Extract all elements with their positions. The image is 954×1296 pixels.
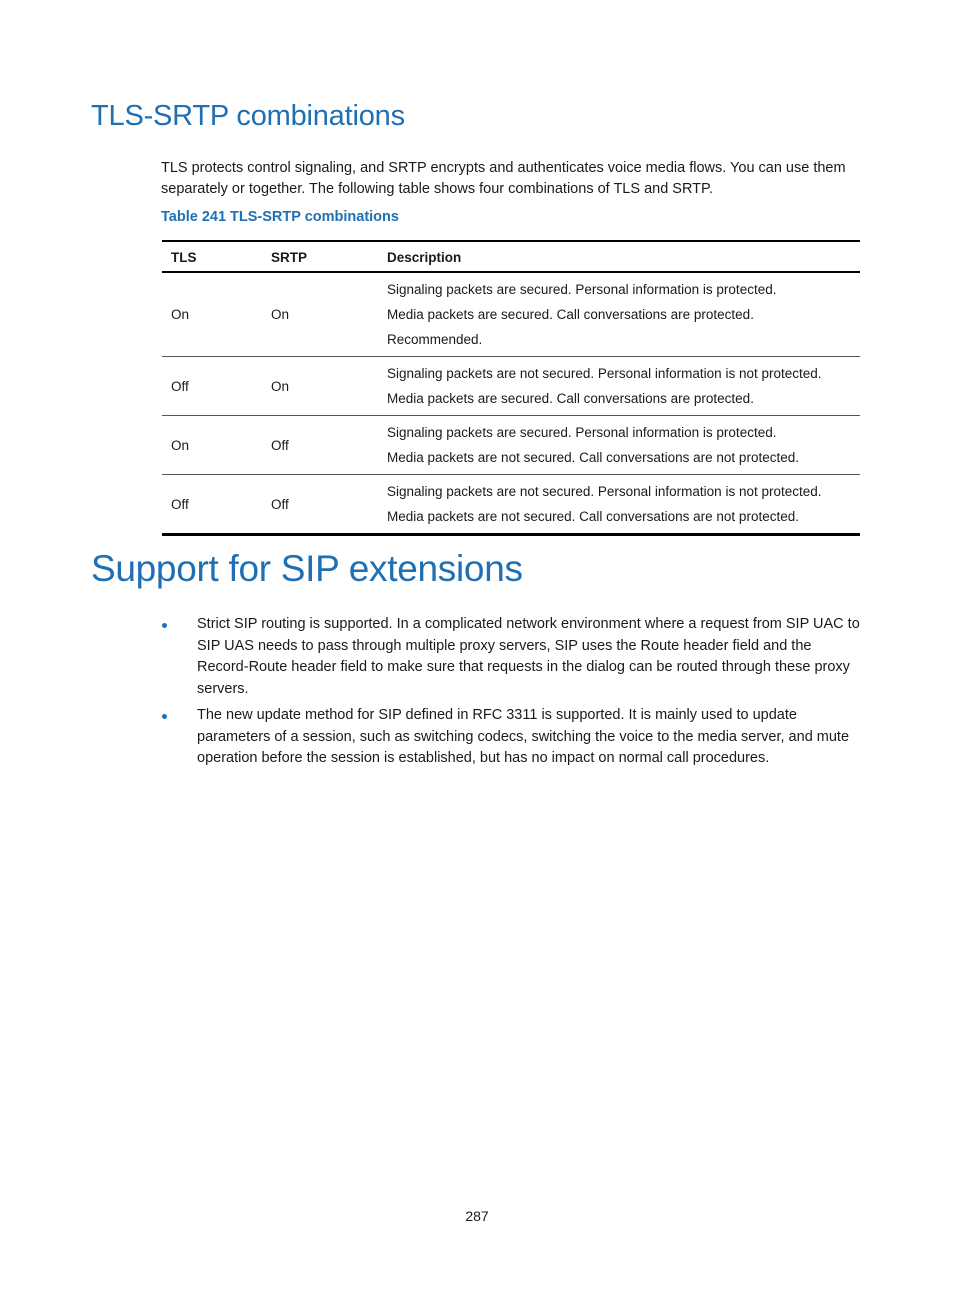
cell-description [378, 272, 860, 357]
table-row [162, 272, 860, 357]
list-item [161, 705, 867, 770]
table-row [162, 357, 860, 416]
section-heading: TLS-SRTP combinations [91, 100, 405, 132]
sip-bullet-list [161, 614, 867, 775]
intro-paragraph: TLS protects control signaling, and SRTP encrypts and authenticates voice media flows. You can use them separately or together. The following table shows four combinations of TLS and SRTP. [161, 160, 846, 197]
description-line: Media packets are secured. Call conversations are protected. [387, 307, 754, 322]
table-caption: Table 241 TLS-SRTP combinations [161, 209, 399, 225]
bullet-dot-icon [162, 714, 167, 719]
cell-description [378, 357, 860, 416]
page-number: 287 [465, 1208, 489, 1224]
table-row [162, 416, 860, 475]
description-line: Signaling packets are secured. Personal information is protected. [387, 425, 777, 440]
description-line: Media packets are not secured. Call conversations are not protected. [387, 450, 799, 465]
cell-description [378, 475, 860, 535]
cell-tls: Off [162, 357, 262, 416]
cell-srtp: On [262, 357, 378, 416]
bullet-dot-icon [162, 623, 167, 628]
cell-srtp: Off [262, 416, 378, 475]
sip-section-heading: Support for SIP extensions [91, 548, 523, 589]
description-line: Recommended. [387, 332, 483, 347]
header-srtp: SRTP [262, 241, 378, 272]
bullet-text: The new update method for SIP defined in RFC 3311 is supported. It is mainly used to update parameters of a session, such as switching codecs, switching the voice to the media server, and mute operation before the session is established, but has no impact on normal call procedures. [197, 707, 850, 766]
cell-tls: On [162, 416, 262, 475]
table-row [162, 475, 860, 535]
cell-tls: Off [162, 475, 262, 535]
cell-tls: On [171, 307, 190, 322]
description-line: Signaling packets are not secured. Personal information is not protected. [387, 366, 822, 381]
list-item [161, 614, 867, 700]
description-line: Signaling packets are not secured. Personal information is not protected. [387, 484, 822, 499]
description-line: Signaling packets are secured. Personal information is protected. [387, 282, 777, 297]
bullet-text: Strict SIP routing is supported. In a complicated network environment where a request from SIP UAC to SIP UAS needs to pass through multiple proxy servers, SIP uses the Route header field and the Record-Route header field to make sure that requests in the dialog can be routed through these proxy servers. [197, 616, 860, 697]
cell-srtp: On [271, 307, 290, 322]
table-header-row [162, 241, 860, 272]
tls-srtp-table [162, 240, 860, 536]
header-description: Description [378, 241, 860, 272]
cell-srtp: Off [262, 475, 378, 535]
cell-description [378, 416, 860, 475]
description-line: Media packets are not secured. Call conversations are not protected. [387, 509, 799, 524]
description-line: Media packets are secured. Call conversations are protected. [387, 391, 754, 406]
header-tls: TLS [162, 241, 262, 272]
